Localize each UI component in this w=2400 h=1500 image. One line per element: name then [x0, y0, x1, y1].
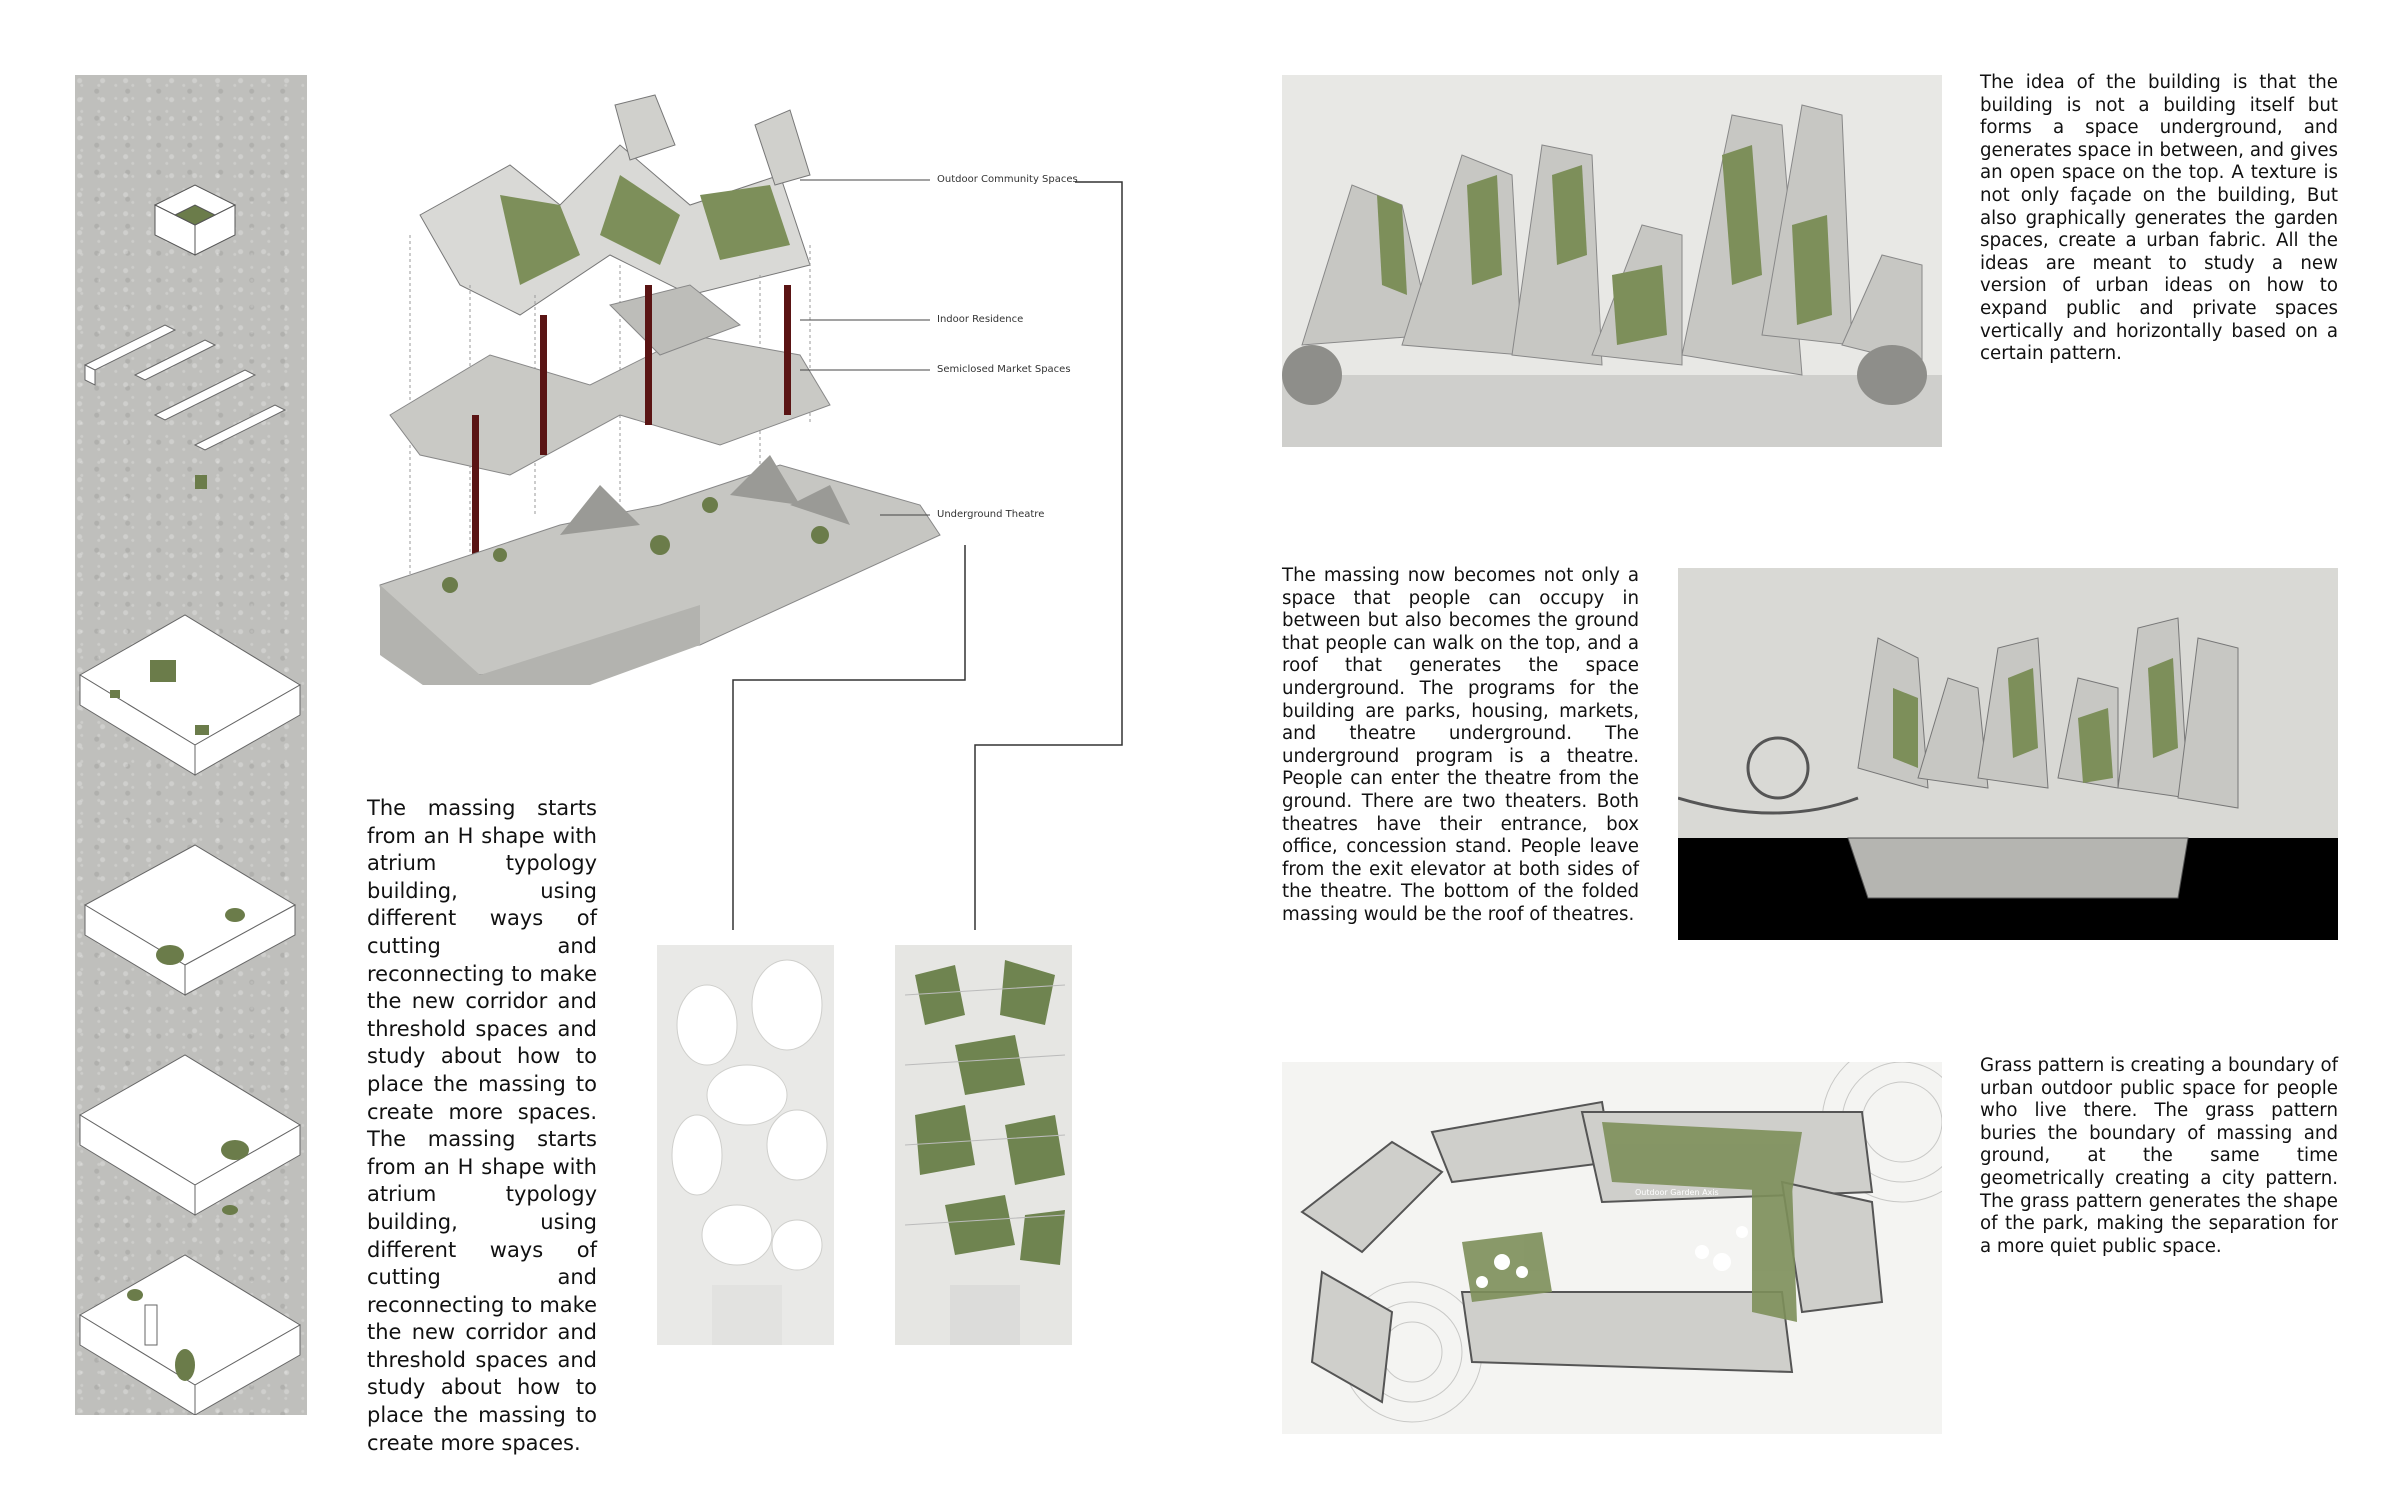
idea-text: The idea of the building is that the building is not a building itself but forms a space underground, and generates space in between, and gives an open space on the top. A texture is not only façade on the building, But also graphically generates the garden spaces, create a urban fabric. All the ideas are meant to study a new version of urban ideas on how to expand public and private spaces vertically and horizontally based on a certain pattern. — [1980, 72, 2338, 365]
model-photo-white — [657, 945, 834, 1345]
section-render — [1678, 568, 2338, 940]
label-outdoor-community: Outdoor Community Spaces — [937, 174, 1078, 185]
site-plan-render — [1282, 1062, 1942, 1434]
massing-intro-text: The massing starts from an H shape with atrium typology building, using different ways of cutting and reconnecting to make the new corridor and threshold spaces and study about how to place the massing to create more spaces. The massing starts from an H shape with atrium typology building, using different ways of cutting and reconnecting to make the new corridor and threshold spaces and study about how to place the massing to create more spaces. — [367, 796, 597, 1455]
label-underground-theatre: Underground Theatre — [937, 509, 1045, 520]
elevation-render — [1282, 75, 1942, 447]
model-photo-grass — [895, 945, 1072, 1345]
label-indoor-residence: Indoor Residence — [937, 314, 1024, 325]
label-semiclosed-market: Semiclosed Market Spaces — [937, 364, 1071, 375]
label-plan-axis: Outdoor Garden Axis — [1635, 1188, 1719, 1197]
massing-now-text: The massing now becomes not only a space that people can occupy in between but also becomes the ground that people can walk on the top, and a roof that generates the space underground. The programs for the building are parks, housing, markets, and theatre underground. The underground program is a theatre. People can enter the theatre from the ground. There are two theaters. Both theatres have their entrance, box office, concession stand. People leave from the exit elevator at both sides of the theatre. The bottom of the folded massing would be the roof of theatres. — [1282, 565, 1639, 925]
grass-pattern-text: Grass pattern is creating a boundary of urban outdoor public space for people who live there. The grass pattern buries the boundary of massing and ground, at the same time geometrically creating a city pattern. The grass pattern generates the shape of the park, making the separation for a more quiet public space. — [1980, 1055, 2338, 1257]
